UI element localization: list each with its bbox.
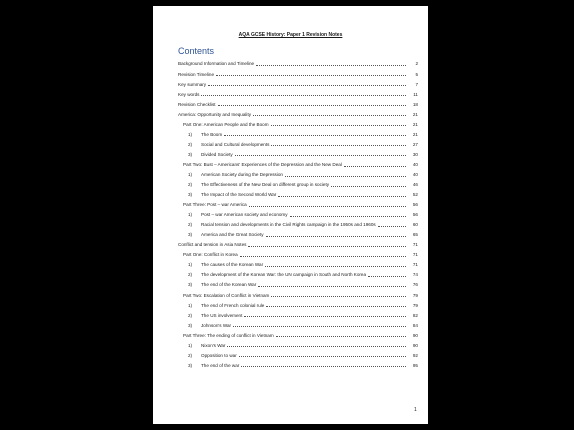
toc-entry-number: 2)	[188, 141, 193, 147]
toc-entry-title: Opposition to war	[201, 352, 237, 358]
toc-entry-title: The end of the Korean War	[201, 282, 257, 288]
toc-dot-leader	[290, 216, 406, 217]
toc-entry-title: Johnson's War	[201, 322, 232, 328]
toc-entry[interactable]	[178, 248, 418, 258]
toc-entry-number: 2)	[188, 222, 193, 228]
toc-dot-leader	[285, 176, 406, 177]
toc-entry-page: 46	[412, 182, 418, 188]
toc-entry[interactable]	[178, 188, 418, 198]
toc-dot-leader	[249, 206, 406, 207]
toc-entry-page: 76	[412, 282, 418, 288]
toc-dot-leader	[227, 346, 406, 347]
toc-entry-title: The Boom	[201, 131, 223, 137]
page-number: 1	[414, 407, 417, 413]
toc-dot-leader	[266, 236, 406, 237]
toc-entry-page: 40	[412, 171, 418, 177]
toc-entry-number: 1)	[188, 212, 193, 218]
toc-entry-title: The end of the war	[201, 362, 240, 368]
toc-entry-title: Social and Cultural developments	[201, 141, 270, 147]
toc-entry-number: 1)	[188, 262, 193, 268]
toc-entry-page: 18	[412, 101, 418, 107]
toc-entry-page: 82	[412, 312, 418, 318]
toc-entry[interactable]	[178, 67, 418, 77]
toc-entry-title: Part One: Conflict in Korea	[183, 252, 238, 258]
toc-entry-title: Part One: American People and the Boom	[183, 121, 269, 127]
toc-entry-page: 30	[412, 151, 418, 157]
toc-dot-leader	[244, 316, 406, 317]
toc-entry-title: The US involvement	[201, 312, 243, 318]
toc-entry-title: Post – war American society and economy	[201, 212, 288, 218]
toc-entry-page: 56	[412, 212, 418, 218]
toc-entry-number: 3)	[188, 232, 193, 238]
toc-dot-leader	[218, 105, 406, 106]
toc-entry-number: 3)	[188, 282, 193, 288]
toc-entry-title: Revision Checklist	[178, 101, 216, 107]
toc-entry-title: Part Three: Post – war America	[183, 202, 247, 208]
toc-dot-leader	[216, 75, 406, 76]
toc-entry-title: The end of French colonial rule	[201, 302, 265, 308]
toc-entry-page: 52	[412, 192, 418, 198]
toc-entry[interactable]	[178, 147, 418, 157]
toc-entry[interactable]	[178, 87, 418, 97]
toc-entry[interactable]	[178, 348, 418, 358]
toc-entry-number: 1)	[188, 131, 193, 137]
toc-entry-title: Part Two: Bust – Americans' Experiences of the Depression and the New Deal	[183, 161, 342, 167]
toc-entry[interactable]	[178, 328, 418, 338]
toc-entry[interactable]	[178, 228, 418, 238]
toc-entry[interactable]	[178, 178, 418, 188]
toc-entry-page: 95	[412, 362, 418, 368]
toc-dot-leader	[239, 356, 406, 357]
toc-entry-title: Nixon's War	[201, 342, 226, 348]
toc-entry[interactable]	[178, 57, 418, 67]
toc-dot-leader	[266, 306, 406, 307]
toc-entry[interactable]	[178, 318, 418, 328]
toc-entry-title: Key summary	[178, 81, 207, 87]
toc-entry-page: 74	[412, 272, 418, 278]
toc-entry-title: America and the Great Society	[201, 232, 264, 238]
toc-entry[interactable]	[178, 208, 418, 218]
toc-entry-number: 1)	[188, 342, 193, 348]
document-page	[153, 6, 428, 424]
toc-entry-title: Background Information and Timeline	[178, 61, 255, 67]
toc-dot-leader	[208, 85, 406, 86]
document-title: AQA GCSE History: Paper 1 Revision Notes	[238, 32, 343, 38]
toc-entry-title: Part Three: The ending of conflict in Vietnam	[183, 332, 274, 338]
toc-dot-leader	[224, 135, 406, 136]
toc-entry-page: 21	[412, 131, 418, 137]
toc-entry-page: 65	[412, 232, 418, 238]
toc-entry[interactable]	[178, 288, 418, 298]
toc-entry-page: 21	[412, 111, 418, 117]
toc-dot-leader	[241, 366, 406, 367]
toc-entry[interactable]	[178, 358, 418, 368]
toc-entry-title: Conflict and tension in Asia Notes	[178, 242, 247, 248]
toc-heading: Contents	[178, 46, 215, 56]
toc-dot-leader	[276, 336, 406, 337]
toc-entry[interactable]	[178, 298, 418, 308]
toc-dot-leader	[271, 296, 406, 297]
toc-entry-page: 71	[412, 252, 418, 258]
toc-entry-page: 60	[412, 222, 418, 228]
toc-entry-number: 3)	[188, 362, 193, 368]
toc-entry-title: American Society during the Depression	[201, 171, 283, 177]
toc-entry[interactable]	[178, 127, 418, 137]
toc-entry-page: 11	[413, 91, 418, 97]
toc-entry-title: America: Opportunity and Inequality	[178, 111, 252, 117]
toc-entry-title: Part Two: Escalation of Conflict in Vietnam	[183, 292, 270, 298]
toc-dot-leader	[344, 166, 406, 167]
toc-dot-leader	[378, 226, 406, 227]
toc-entry[interactable]	[178, 157, 418, 167]
toc-entry-title: The causes of the Korean War	[201, 262, 264, 268]
toc-dot-leader	[258, 286, 406, 287]
toc-entry-number: 2)	[188, 352, 193, 358]
toc-entry-number: 2)	[188, 272, 193, 278]
toc-dot-leader	[278, 196, 406, 197]
toc-entry[interactable]	[178, 278, 418, 288]
toc-dot-leader	[201, 95, 406, 96]
toc-entry-page: 2	[415, 61, 418, 67]
toc-entry-page: 90	[412, 332, 418, 338]
toc-entry-title: The Impact of the Second World War	[201, 192, 277, 198]
toc-dot-leader	[253, 115, 406, 116]
toc-entry-number: 2)	[188, 182, 193, 188]
toc-entry-number: 3)	[188, 151, 193, 157]
toc-entry-page: 40	[412, 161, 418, 167]
toc-entry[interactable]	[178, 268, 418, 278]
toc-dot-leader	[368, 276, 406, 277]
toc-entry[interactable]	[178, 137, 418, 147]
toc-entry-page: 5	[415, 71, 418, 77]
toc-entry-page: 79	[412, 302, 418, 308]
toc-entry-page: 7	[415, 81, 418, 87]
toc-entry-page: 56	[412, 202, 418, 208]
toc-entry-page: 92	[412, 352, 418, 358]
toc-entry[interactable]	[178, 107, 418, 117]
toc-dot-leader	[248, 246, 406, 247]
toc-entry[interactable]	[178, 117, 418, 127]
toc-dot-leader	[331, 186, 406, 187]
toc-entry[interactable]	[178, 338, 418, 348]
toc-entry-number: 3)	[188, 192, 193, 198]
toc-entry[interactable]	[178, 97, 418, 107]
toc-entry-title: Divided Society	[201, 151, 233, 157]
table-of-contents	[178, 57, 418, 368]
toc-entry-number: 2)	[188, 312, 193, 318]
toc-dot-leader	[240, 256, 406, 257]
toc-entry[interactable]	[178, 258, 418, 268]
toc-entry-page: 79	[412, 292, 418, 298]
toc-entry-number: 1)	[188, 302, 193, 308]
toc-entry[interactable]	[178, 198, 418, 208]
toc-dot-leader	[271, 125, 406, 126]
toc-entry-page: 71	[412, 242, 418, 248]
toc-entry-page: 84	[412, 322, 418, 328]
toc-entry-number: 1)	[188, 171, 193, 177]
toc-entry-title: The Effectiveness of the New Deal on different group in society	[201, 182, 330, 188]
toc-dot-leader	[235, 155, 406, 156]
toc-entry-title: The development of the Korean War: the UN campaign in South and North Korea	[201, 272, 367, 278]
toc-entry[interactable]	[178, 168, 418, 178]
toc-dot-leader	[271, 145, 406, 146]
toc-entry-page: 27	[412, 141, 418, 147]
toc-entry[interactable]	[178, 77, 418, 87]
toc-entry-title: Revision Timeline	[178, 71, 214, 77]
toc-entry-page: 71	[412, 262, 418, 268]
toc-entry[interactable]	[178, 308, 418, 318]
toc-dot-leader	[256, 65, 406, 66]
toc-entry[interactable]	[178, 238, 418, 248]
toc-entry-number: 3)	[188, 322, 193, 328]
toc-entry-title: Racial tension and developments in the Civil Rights campaign in the 1950s and 1960s	[201, 222, 376, 228]
toc-entry[interactable]	[178, 218, 418, 228]
toc-dot-leader	[265, 266, 406, 267]
toc-entry-title: Key words	[178, 91, 200, 97]
toc-entry-page: 90	[412, 342, 418, 348]
toc-entry-page: 21	[412, 121, 418, 127]
toc-dot-leader	[233, 326, 406, 327]
